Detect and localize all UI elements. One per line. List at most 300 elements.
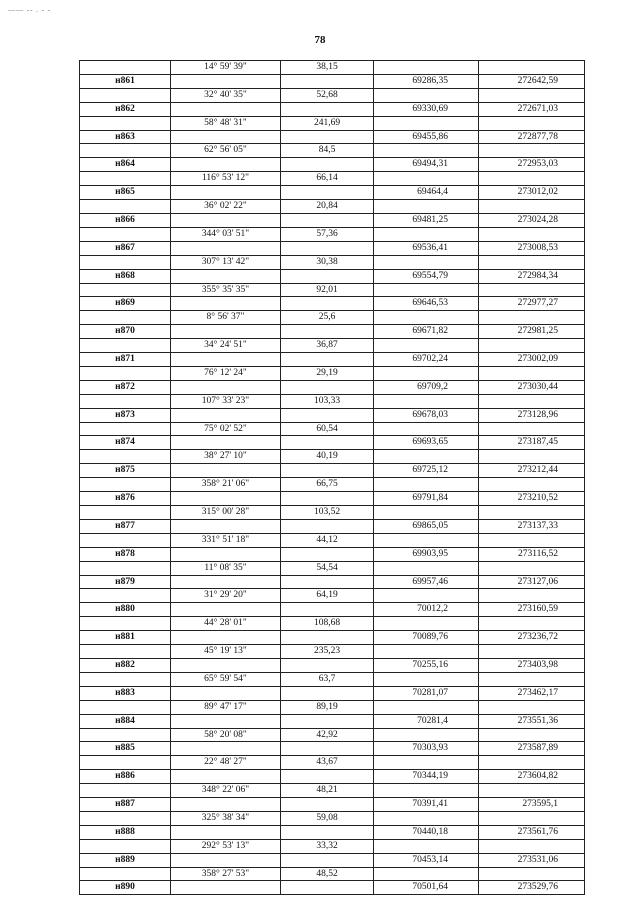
x-coordinate-cell	[374, 394, 479, 408]
y-coordinate-cell	[479, 506, 585, 520]
distance-cell	[281, 658, 374, 672]
point-row	[80, 74, 585, 88]
distance-cell	[281, 603, 374, 617]
side-row	[80, 506, 585, 520]
y-coordinate-cell	[479, 533, 585, 547]
y-coordinate-cell	[479, 422, 585, 436]
x-coordinate-cell	[374, 172, 479, 186]
side-row	[80, 283, 585, 297]
angle-cell: 315° 00' 28"	[171, 506, 281, 520]
y-coordinate-cell: 272642,59	[479, 74, 585, 88]
point-name-cell: н887	[80, 798, 171, 812]
angle-cell: 14° 59' 39"	[171, 61, 281, 75]
angle-cell	[171, 575, 281, 589]
point-name-cell: н877	[80, 519, 171, 533]
point-name-cell	[80, 144, 171, 158]
side-row	[80, 339, 585, 353]
x-coordinate-cell	[374, 227, 479, 241]
y-coordinate-cell: 273127,06	[479, 575, 585, 589]
x-coordinate-cell: 70089,76	[374, 631, 479, 645]
point-row	[80, 297, 585, 311]
x-coordinate-cell	[374, 756, 479, 770]
x-coordinate-cell: 70501,64	[374, 881, 479, 895]
distance-cell	[281, 158, 374, 172]
angle-cell	[171, 492, 281, 506]
angle-cell: 31° 29' 20"	[171, 589, 281, 603]
x-coordinate-cell	[374, 450, 479, 464]
x-coordinate-cell: 69957,46	[374, 575, 479, 589]
distance-cell: 36,87	[281, 339, 374, 353]
x-coordinate-cell: 69536,41	[374, 241, 479, 255]
coordinates-table-body	[80, 61, 585, 895]
y-coordinate-cell: 273604,82	[479, 770, 585, 784]
y-coordinate-cell	[479, 478, 585, 492]
x-coordinate-cell: 69494,31	[374, 158, 479, 172]
point-name-cell	[80, 645, 171, 659]
distance-cell	[281, 213, 374, 227]
y-coordinate-cell: 273012,02	[479, 186, 585, 200]
x-coordinate-cell	[374, 617, 479, 631]
point-name-cell	[80, 589, 171, 603]
point-name-cell: н879	[80, 575, 171, 589]
angle-cell	[171, 742, 281, 756]
distance-cell	[281, 714, 374, 728]
x-coordinate-cell	[374, 700, 479, 714]
side-row	[80, 450, 585, 464]
point-name-cell	[80, 88, 171, 102]
distance-cell: 52,68	[281, 88, 374, 102]
angle-cell	[171, 770, 281, 784]
x-coordinate-cell: 70281,07	[374, 686, 479, 700]
point-name-cell: н872	[80, 380, 171, 394]
side-row	[80, 311, 585, 325]
y-coordinate-cell: 273210,52	[479, 492, 585, 506]
point-name-cell	[80, 756, 171, 770]
x-coordinate-cell: 70344,19	[374, 770, 479, 784]
distance-cell: 30,38	[281, 255, 374, 269]
distance-cell	[281, 742, 374, 756]
y-coordinate-cell: 273531,06	[479, 853, 585, 867]
point-row	[80, 881, 585, 895]
x-coordinate-cell	[374, 728, 479, 742]
angle-cell	[171, 102, 281, 116]
point-name-cell: н874	[80, 436, 171, 450]
angle-cell	[171, 158, 281, 172]
scan-marks: —— -- . - -	[8, 6, 52, 14]
angle-cell	[171, 130, 281, 144]
angle-cell	[171, 686, 281, 700]
y-coordinate-cell	[479, 811, 585, 825]
point-row	[80, 436, 585, 450]
y-coordinate-cell	[479, 88, 585, 102]
y-coordinate-cell	[479, 61, 585, 75]
side-row	[80, 366, 585, 380]
y-coordinate-cell	[479, 200, 585, 214]
y-coordinate-cell: 273587,89	[479, 742, 585, 756]
angle-cell: 344° 03' 51"	[171, 227, 281, 241]
angle-cell	[171, 519, 281, 533]
point-row	[80, 825, 585, 839]
point-row	[80, 686, 585, 700]
side-row	[80, 756, 585, 770]
point-name-cell: н875	[80, 464, 171, 478]
side-row	[80, 784, 585, 798]
x-coordinate-cell: 70281,4	[374, 714, 479, 728]
x-coordinate-cell	[374, 422, 479, 436]
point-name-cell	[80, 617, 171, 631]
angle-cell: 45° 19' 13"	[171, 645, 281, 659]
point-row	[80, 102, 585, 116]
distance-cell: 66,14	[281, 172, 374, 186]
y-coordinate-cell	[479, 227, 585, 241]
angle-cell: 307° 13' 42"	[171, 255, 281, 269]
angle-cell: 107° 33' 23"	[171, 394, 281, 408]
distance-cell	[281, 770, 374, 784]
distance-cell	[281, 464, 374, 478]
angle-cell	[171, 603, 281, 617]
angle-cell: 355° 35' 35"	[171, 283, 281, 297]
side-row	[80, 144, 585, 158]
side-row	[80, 255, 585, 269]
distance-cell: 43,67	[281, 756, 374, 770]
point-name-cell	[80, 422, 171, 436]
distance-cell	[281, 353, 374, 367]
angle-cell: 38° 27' 10"	[171, 450, 281, 464]
side-row	[80, 533, 585, 547]
angle-cell: 62° 56' 05"	[171, 144, 281, 158]
distance-cell	[281, 436, 374, 450]
side-row	[80, 478, 585, 492]
distance-cell: 40,19	[281, 450, 374, 464]
point-name-cell: н869	[80, 297, 171, 311]
distance-cell: 92,01	[281, 283, 374, 297]
angle-cell: 76° 12' 24"	[171, 366, 281, 380]
distance-cell: 57,36	[281, 227, 374, 241]
point-name-cell	[80, 672, 171, 686]
distance-cell	[281, 686, 374, 700]
angle-cell: 22° 48' 27"	[171, 756, 281, 770]
distance-cell: 103,52	[281, 506, 374, 520]
point-name-cell	[80, 61, 171, 75]
x-coordinate-cell: 70255,16	[374, 658, 479, 672]
y-coordinate-cell	[479, 255, 585, 269]
x-coordinate-cell: 70440,18	[374, 825, 479, 839]
angle-cell	[171, 186, 281, 200]
point-row	[80, 408, 585, 422]
distance-cell: 33,32	[281, 839, 374, 853]
x-coordinate-cell: 69709,2	[374, 380, 479, 394]
distance-cell	[281, 853, 374, 867]
x-coordinate-cell	[374, 339, 479, 353]
distance-cell	[281, 269, 374, 283]
point-row	[80, 130, 585, 144]
distance-cell	[281, 74, 374, 88]
angle-cell	[171, 325, 281, 339]
distance-cell: 54,54	[281, 561, 374, 575]
y-coordinate-cell	[479, 728, 585, 742]
point-row	[80, 798, 585, 812]
distance-cell	[281, 130, 374, 144]
point-name-cell	[80, 506, 171, 520]
x-coordinate-cell: 69464,4	[374, 186, 479, 200]
angle-cell	[171, 798, 281, 812]
x-coordinate-cell: 69725,12	[374, 464, 479, 478]
point-name-cell	[80, 811, 171, 825]
distance-cell: 42,92	[281, 728, 374, 742]
point-row	[80, 492, 585, 506]
point-row	[80, 853, 585, 867]
point-row	[80, 380, 585, 394]
angle-cell: 358° 21' 06"	[171, 478, 281, 492]
x-coordinate-cell	[374, 811, 479, 825]
y-coordinate-cell: 273212,44	[479, 464, 585, 478]
point-name-cell	[80, 116, 171, 130]
angle-cell: 358° 27' 53"	[171, 867, 281, 881]
angle-cell: 75° 02' 52"	[171, 422, 281, 436]
y-coordinate-cell	[479, 144, 585, 158]
side-row	[80, 227, 585, 241]
point-row	[80, 325, 585, 339]
distance-cell: 38,15	[281, 61, 374, 75]
y-coordinate-cell: 273002,09	[479, 353, 585, 367]
y-coordinate-cell	[479, 756, 585, 770]
y-coordinate-cell	[479, 784, 585, 798]
y-coordinate-cell: 273008,53	[479, 241, 585, 255]
point-name-cell: н870	[80, 325, 171, 339]
angle-cell	[171, 269, 281, 283]
angle-cell	[171, 853, 281, 867]
x-coordinate-cell: 69865,05	[374, 519, 479, 533]
side-row	[80, 589, 585, 603]
distance-cell: 44,12	[281, 533, 374, 547]
y-coordinate-cell	[479, 645, 585, 659]
point-name-cell	[80, 339, 171, 353]
x-coordinate-cell: 69646,53	[374, 297, 479, 311]
distance-cell: 60,54	[281, 422, 374, 436]
distance-cell	[281, 631, 374, 645]
x-coordinate-cell: 69903,95	[374, 547, 479, 561]
x-coordinate-cell	[374, 200, 479, 214]
point-row	[80, 742, 585, 756]
point-name-cell: н867	[80, 241, 171, 255]
x-coordinate-cell	[374, 672, 479, 686]
x-coordinate-cell: 69678,03	[374, 408, 479, 422]
y-coordinate-cell	[479, 450, 585, 464]
distance-cell	[281, 825, 374, 839]
x-coordinate-cell	[374, 255, 479, 269]
angle-cell: 348° 22' 06"	[171, 784, 281, 798]
x-coordinate-cell	[374, 311, 479, 325]
angle-cell: 36° 02' 22"	[171, 200, 281, 214]
y-coordinate-cell: 273561,76	[479, 825, 585, 839]
x-coordinate-cell: 70391,41	[374, 798, 479, 812]
distance-cell	[281, 297, 374, 311]
point-name-cell: н885	[80, 742, 171, 756]
angle-cell: 65° 59' 54"	[171, 672, 281, 686]
y-coordinate-cell: 272977,27	[479, 297, 585, 311]
distance-cell	[281, 798, 374, 812]
y-coordinate-cell: 273462,17	[479, 686, 585, 700]
angle-cell	[171, 408, 281, 422]
point-name-cell: н861	[80, 74, 171, 88]
angle-cell: 292° 53' 13"	[171, 839, 281, 853]
point-name-cell	[80, 200, 171, 214]
angle-cell	[171, 881, 281, 895]
y-coordinate-cell: 272877,78	[479, 130, 585, 144]
coordinates-table	[79, 60, 585, 895]
distance-cell	[281, 380, 374, 394]
angle-cell	[171, 74, 281, 88]
distance-cell	[281, 408, 374, 422]
distance-cell: 48,52	[281, 867, 374, 881]
x-coordinate-cell: 70303,93	[374, 742, 479, 756]
point-row	[80, 186, 585, 200]
point-row	[80, 631, 585, 645]
y-coordinate-cell: 273030,44	[479, 380, 585, 394]
point-name-cell: н889	[80, 853, 171, 867]
angle-cell: 44° 28' 01"	[171, 617, 281, 631]
side-row	[80, 116, 585, 130]
x-coordinate-cell: 69671,82	[374, 325, 479, 339]
point-name-cell: н886	[80, 770, 171, 784]
y-coordinate-cell	[479, 617, 585, 631]
side-row	[80, 172, 585, 186]
y-coordinate-cell: 272984,34	[479, 269, 585, 283]
point-name-cell	[80, 561, 171, 575]
point-name-cell	[80, 867, 171, 881]
x-coordinate-cell: 69791,84	[374, 492, 479, 506]
y-coordinate-cell: 273116,52	[479, 547, 585, 561]
point-name-cell: н880	[80, 603, 171, 617]
point-name-cell: н878	[80, 547, 171, 561]
point-name-cell: н873	[80, 408, 171, 422]
point-row	[80, 770, 585, 784]
y-coordinate-cell: 273024,28	[479, 213, 585, 227]
x-coordinate-cell	[374, 88, 479, 102]
y-coordinate-cell: 272981,25	[479, 325, 585, 339]
side-row	[80, 617, 585, 631]
y-coordinate-cell	[479, 839, 585, 853]
side-row	[80, 839, 585, 853]
x-coordinate-cell	[374, 589, 479, 603]
y-coordinate-cell	[479, 867, 585, 881]
angle-cell	[171, 714, 281, 728]
distance-cell	[281, 186, 374, 200]
distance-cell: 64,19	[281, 589, 374, 603]
y-coordinate-cell: 273137,33	[479, 519, 585, 533]
y-coordinate-cell	[479, 700, 585, 714]
distance-cell: 25,6	[281, 311, 374, 325]
point-name-cell: н865	[80, 186, 171, 200]
point-name-cell: н888	[80, 825, 171, 839]
distance-cell	[281, 575, 374, 589]
y-coordinate-cell	[479, 172, 585, 186]
distance-cell	[281, 492, 374, 506]
x-coordinate-cell	[374, 533, 479, 547]
distance-cell	[281, 547, 374, 561]
y-coordinate-cell	[479, 116, 585, 130]
point-name-cell	[80, 255, 171, 269]
side-row	[80, 672, 585, 686]
point-name-cell	[80, 728, 171, 742]
angle-cell: 32° 40' 35"	[171, 88, 281, 102]
y-coordinate-cell	[479, 589, 585, 603]
angle-cell: 58° 48' 31"	[171, 116, 281, 130]
point-row	[80, 575, 585, 589]
distance-cell: 108,68	[281, 617, 374, 631]
x-coordinate-cell	[374, 839, 479, 853]
point-name-cell	[80, 366, 171, 380]
point-name-cell: н864	[80, 158, 171, 172]
angle-cell	[171, 547, 281, 561]
angle-cell	[171, 213, 281, 227]
point-name-cell	[80, 478, 171, 492]
x-coordinate-cell: 69693,65	[374, 436, 479, 450]
side-row	[80, 728, 585, 742]
angle-cell: 325° 38' 34"	[171, 811, 281, 825]
angle-cell	[171, 631, 281, 645]
y-coordinate-cell	[479, 394, 585, 408]
point-name-cell: н884	[80, 714, 171, 728]
side-row	[80, 867, 585, 881]
y-coordinate-cell	[479, 366, 585, 380]
y-coordinate-cell: 273595,1	[479, 798, 585, 812]
point-name-cell	[80, 311, 171, 325]
point-row	[80, 213, 585, 227]
distance-cell	[281, 881, 374, 895]
angle-cell	[171, 658, 281, 672]
point-row	[80, 658, 585, 672]
point-row	[80, 464, 585, 478]
x-coordinate-cell	[374, 645, 479, 659]
y-coordinate-cell	[479, 339, 585, 353]
point-name-cell: н882	[80, 658, 171, 672]
distance-cell: 59,08	[281, 811, 374, 825]
distance-cell: 89,19	[281, 700, 374, 714]
angle-cell	[171, 353, 281, 367]
y-coordinate-cell: 273160,59	[479, 603, 585, 617]
side-row	[80, 88, 585, 102]
x-coordinate-cell	[374, 116, 479, 130]
y-coordinate-cell	[479, 561, 585, 575]
angle-cell: 11° 08' 35"	[171, 561, 281, 575]
angle-cell: 331° 51' 18"	[171, 533, 281, 547]
point-row	[80, 603, 585, 617]
x-coordinate-cell: 69481,25	[374, 213, 479, 227]
distance-cell	[281, 519, 374, 533]
y-coordinate-cell: 273187,45	[479, 436, 585, 450]
y-coordinate-cell: 273403,98	[479, 658, 585, 672]
point-row	[80, 158, 585, 172]
x-coordinate-cell	[374, 561, 479, 575]
point-name-cell: н868	[80, 269, 171, 283]
point-name-cell: н881	[80, 631, 171, 645]
side-row	[80, 811, 585, 825]
point-row	[80, 519, 585, 533]
angle-cell: 58° 20' 08"	[171, 728, 281, 742]
x-coordinate-cell: 69554,79	[374, 269, 479, 283]
angle-cell: 34° 24' 51"	[171, 339, 281, 353]
point-row	[80, 547, 585, 561]
distance-cell: 84,5	[281, 144, 374, 158]
point-name-cell	[80, 839, 171, 853]
x-coordinate-cell	[374, 506, 479, 520]
angle-cell: 89° 47' 17"	[171, 700, 281, 714]
x-coordinate-cell: 70453,14	[374, 853, 479, 867]
y-coordinate-cell	[479, 672, 585, 686]
side-row	[80, 561, 585, 575]
point-name-cell	[80, 172, 171, 186]
